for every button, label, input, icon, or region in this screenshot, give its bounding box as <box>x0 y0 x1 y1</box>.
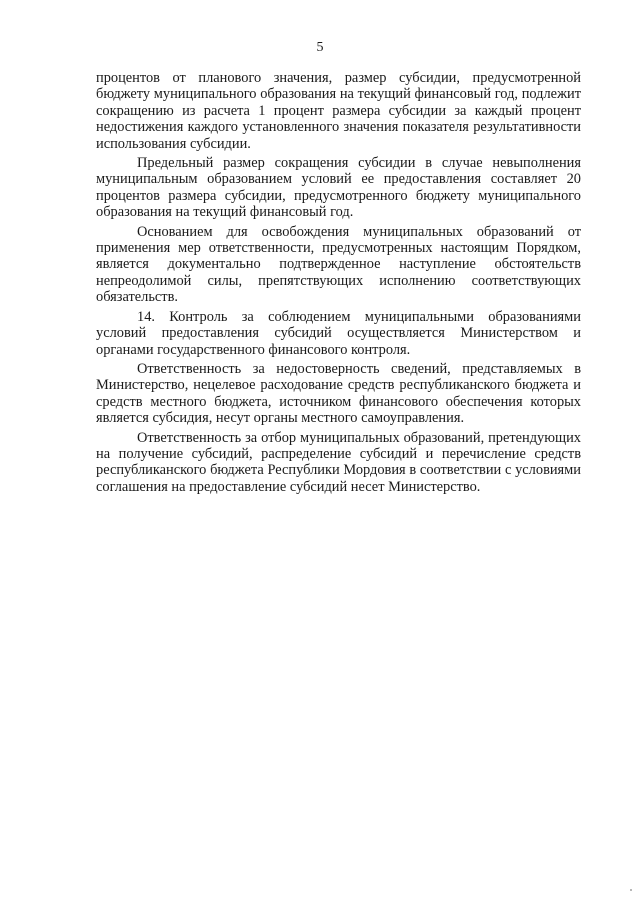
paragraph-responsibility-selection: Ответственность за отбор муниципальных образований, претендующих на получение субсидий, распределение субсидий и перечисление средств республиканского бюджета Республики Мордовия в соответствии с условиями соглашения на предоставление субсидий несет Министерство. <box>96 429 581 495</box>
scan-speck <box>630 889 632 891</box>
paragraph-continuation: процентов от планового значения, размер субсидии, предусмотренной бюджету муниципального образования на текущий финансовый год, подлежит сокращению из расчета 1 процент размера субсидии за каждый процент недостижения каждого установленного значения показателя результативности использования субсидии. <box>96 70 581 152</box>
document-body <box>96 70 581 498</box>
paragraph-item-14-control: 14. Контроль за соблюдением муниципальными образованиями условий предоставления субсидий осуществляется Министерством и органами государственного финансового контроля. <box>96 308 581 358</box>
paragraph-max-reduction: Предельный размер сокращения субсидии в случае невыполнения муниципальным образованием условий ее предоставления составляет 20 процентов размера субсидии, предусмотренного бюджету муниципального образования на текущий финансовый год. <box>96 155 581 221</box>
paragraph-responsibility-reliability: Ответственность за недостоверность сведений, представляемых в Министерство, нецелевое расходование средств республиканского бюджета и средств местного бюджета, источником финансового обеспечения которых является субсидия, несут органы местного самоуправления. <box>96 360 581 427</box>
paragraph-exemption-grounds: Основанием для освобождения муниципальных образований от применения мер ответственности, предусмотренных настоящим Порядком, является документально подтвержденное наступление обстоятельств непреодолимой силы, препятствующих исполнению соответствующих обязательств. <box>96 223 581 306</box>
page-number: 5 <box>316 40 324 55</box>
